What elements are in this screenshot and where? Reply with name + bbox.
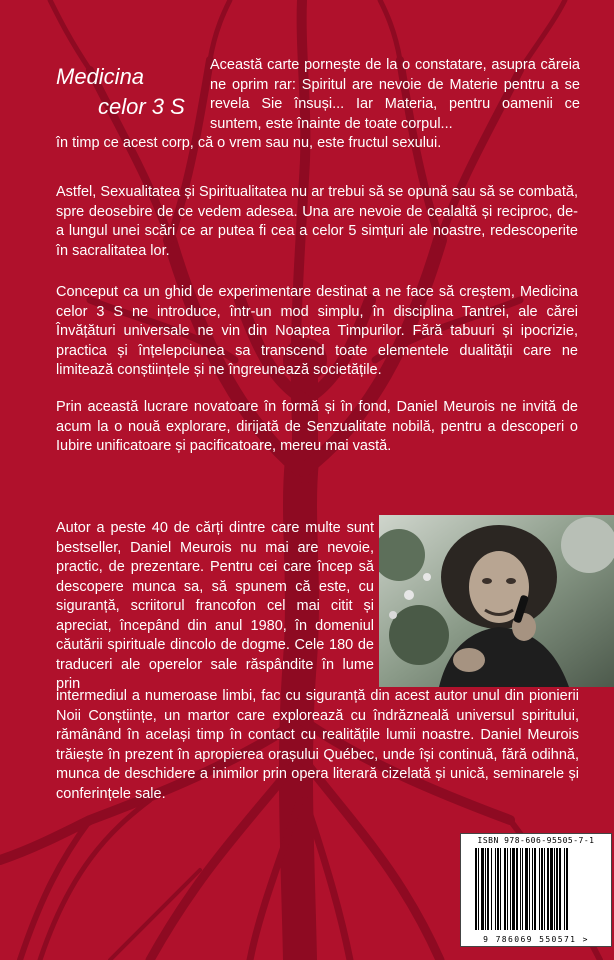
author-photo: [379, 515, 614, 687]
title-line-2: celor 3 S: [98, 94, 185, 119]
third-paragraph: Conceput ca un ghid de experimentare destinat a ne face să creștem, Medicina celor 3 S ne introduce, într-un mod simplu, în disciplina Tantrei, ale cărei Învățături universale ne vin din Noaptea Timpurilor. Fără tabuuri și ipocrizie, practica și înțelepciunea sa transcend toate elementele dualității care ne limitează conștiințele și ne îngreunează societățile.: [56, 284, 578, 378]
title-line-1: Medicina: [56, 64, 145, 89]
isbn-label: ISBN 978-606-95505-7-1: [477, 836, 595, 845]
intro-paragraph-end: în timp ce acest corp, că o vrem sau nu, este fructul sexului.: [56, 135, 442, 151]
author-bio-left: Autor a peste 40 de cărți dintre care multe sunt bestseller, Daniel Meurois nu mai are nevoie, practic, de prezentare. Pentru cei care încep să descopere munca sa, să spunem că este, cu siguranță, scriitorul francofon cel mai citit și apreciat, începând din anul 1980, în domeniul căutării spirituale dincolo de dogme. Cele 180 de traduceri ale operelor sale răspândite în lume prin: [56, 520, 374, 692]
intro-paragraph: Această carte pornește de la o constatare, asupra căreia ne oprim rar: Spiritul are nevoie de Materie pentru a se revela Sie însuși... Iar Materia, pentru oamenii ce suntem, este înainte de toate corpul...: [210, 57, 580, 132]
barcode-bars: [461, 834, 611, 946]
isbn-barcode: [460, 833, 612, 947]
second-paragraph: Astfel, Sexualitatea și Spiritualitatea nu ar trebui să se opună sau să se combată, spre deosebire de ce vedem adesea. Una are nevoie de cealaltă și reciproc, de-a lungul unei scări ce ar putea fi cea a celor 5 simțuri ale noastre, redescoperite în sacralitatea lor.: [56, 184, 578, 259]
barcode-digits: 9 786069 550571 >: [483, 935, 589, 944]
fourth-paragraph: Prin această lucrare novatoare în formă și în fond, Daniel Meurois ne invită de acum la o nouă explorare, dirijată de Senzualitate nobilă, pentru a descoperi o Iubire unificatoare și pacificatoare, mereu mai vastă.: [56, 399, 578, 454]
book-title: [56, 62, 185, 122]
author-bio-continued: intermediul a numeroase limbi, fac cu siguranță din acest autor unul din pionierii Noii Conștiințe, un martor care explorează cu îndrăzneală universul spiritului, rămânând în același timp în contact cu realitățile lumii noastre. Daniel Meurois trăiește în prezent în apropierea orașului Québec, unde își continuă, fără odihnă, munca de deschidere a inimilor prin opera literară cizelată și unică, seminarele și conferințele sale.: [56, 688, 579, 802]
